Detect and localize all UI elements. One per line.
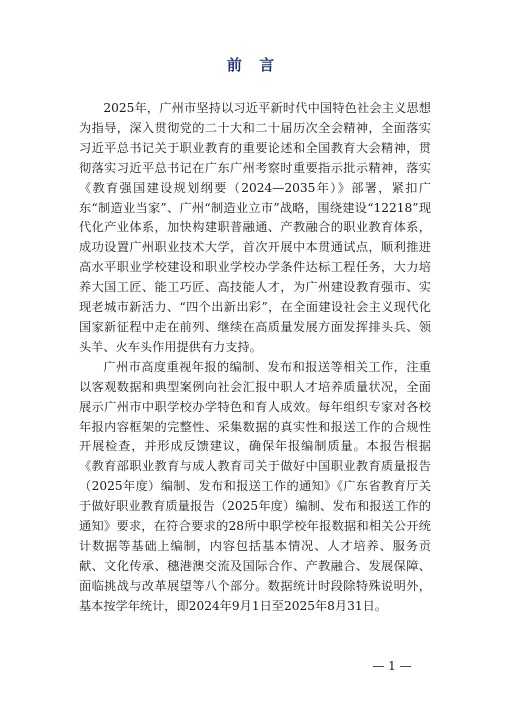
paragraph-report-basis: 广州市高度重视年报的编制、发布和报送等相关工作，注重以客观数据和典型案例向社会汇报中职人才培养质量状况，全面展示广州市中职学校办学特色和育人成效。每年组织专家对各校年报内容框架的完整性、采集数据的真实性和报送工作的合规性开展检查，并形成反馈建议，确保年报编制质量。本报告根据《教育部职业教育与成人教育司关于做好中国职业教育质量报告（2025年度）编制、发布和报送工作的通知》《广东省教育厅关于做好职业教育质量报告（2025年度）编制、发布和报送工作的通知》要求，在符合要求的28所中职学校年报数据和相关公开统计数据等基础上编制，内容包括基本情况、人才培养、服务贡献、文化传承、穗港澳交流及国际合作、产教融合、发展保障、面临挑战与改革展望等八个部分。数据统计时段除特殊说明外，基本按学年统计，即2024年9月1日至2025年8月31日。	[79, 359, 431, 613]
document-title: 前 言	[226, 56, 281, 74]
document-body	[79, 99, 431, 617]
page-number: — 1 —	[372, 659, 412, 673]
paragraph-intro: 2025年，广州市坚持以习近平新时代中国特色社会主义思想为指导，深入贯彻党的二十大和二十届历次全会精神，全面落实习近平总书记关于职业教育的重要论述和全国教育大会精神，贯彻落实习近平总书记在广东广州考察时重要指示批示精神，落实《教育强国建设规划纲要（2024—2035年）》部署，紧扣广东“制造业当家”、广州“制造业立市”战略，围绕建设“12218”现代化产业体系，加快构建职普融通、产教融合的职业教育体系，成功设置广州职业技术大学，首次开展中本贯通试点，顺利推进高水平职业学校建设和职业学校办学条件达标工程任务，大力培养大国工匠、能工巧匠、高技能人才，为广州建设教育强市、实现老城市新活力、“四个出新出彩”，在全面建设社会主义现代化国家新征程中走在前列、继续在高质量发展方面发挥排头兵、领头羊、火车头作用提供有力支持。	[79, 101, 431, 354]
